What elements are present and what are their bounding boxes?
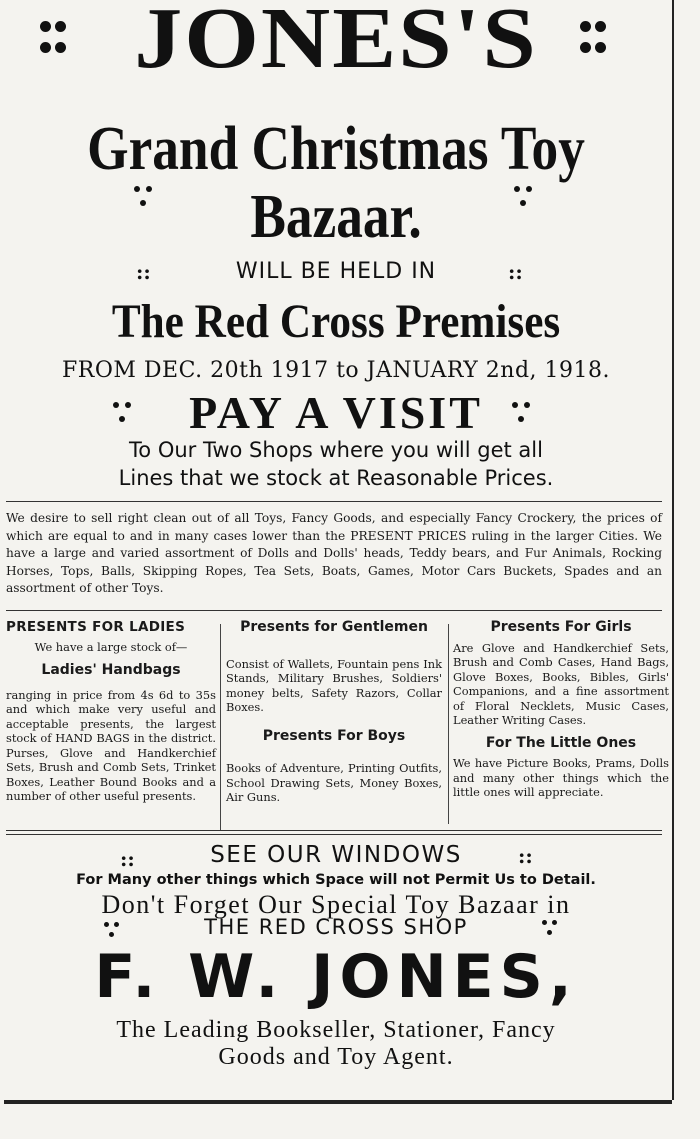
space-line: For Many other things which Space will not Permit Us to Detail. [76,872,596,888]
little-ones-heading: For The Little Ones [485,734,637,751]
will-be-held-in: WILL BE HELD IN [235,259,437,284]
gentlemen-heading: Presents for Gentlemen [240,619,428,635]
colon-ornament: :: [508,260,523,284]
boys-body: Books of Adventure, Printing Outfits, School Drawing Sets, Money Boxes, Air Guns. [226,761,442,804]
right-border [672,0,674,1100]
column-girls-little [453,620,669,800]
column-ladies [6,620,216,804]
headline-title: JONES'S [134,0,538,86]
girls-heading: Presents For Girls [490,619,632,635]
headline-grand-christmas: Grand Christmas Toy [87,115,585,183]
dont-forget-line: Don't Forget Our Special Toy Bazaar in [101,890,571,919]
little-ones-body: We have Picture Books, Prams, Dolls and many other things which the little ones will appreciate. [453,756,669,799]
column-gentlemen-boys [226,620,442,805]
column-rule [448,624,449,824]
tagline-2: Goods and Toy Agent. [218,1044,454,1070]
shops-line-1: To Our Two Shops where you will get all [129,438,543,462]
headline-bazaar: Bazaar. [250,183,422,251]
shops-line-2: Lines that we stock at Reasonable Prices. [118,466,554,490]
gentlemen-body: Consist of Wallets, Fountain pens Ink Stands, Military Brushes, Soldiers' money belts, Safety Razors, Collar Boxes. [226,656,442,714]
bottom-border [4,1100,672,1104]
proprietor-name: F. W. JONES, [94,942,578,1012]
red-cross-shop: THE RED CROSS SHOP [204,915,468,939]
see-our-windows: SEE OUR WINDOWS [210,842,462,868]
ladies-lead: We have a large stock of— [34,639,188,654]
intro-paragraph: We desire to sell right clean out of all Toys, Fancy Goods, and especially Fancy Crockery, the prices of which are equal to and in many cases lower than the PRESENT PRICES ruling in the larger Cities. We have a large and varied assortment of Dolls and Dolls' heads, Teddy bears, and Fur Animals, Rocking Horses, Tops, Balls, Skipping Ropes, Tea Sets, Boats, Games, Motor Cars Buckets, Spades and an assortment of other Toys. [6,511,662,595]
girls-body: Are Glove and Handkerchief Sets, Brush and Comb Cases, Hand Bags, Glove Boxes, Books, Bibles, Girls' Companions, and a fine assortment of Floral Necklets, Music Cases, Leather Writing Cases. [453,640,669,727]
ladies-heading: PRESENTS FOR LADIES [6,619,186,635]
divider [6,610,662,611]
column-rule [220,624,221,830]
tagline-1: The Leading Bookseller, Stationer, Fancy [116,1017,556,1043]
divider [6,501,662,502]
colon-ornament: :: [136,260,151,284]
ladies-body: ranging in price from 4s 6d to 35s and which make very useful and acceptable presents, the largest stock of HAND BAGS in the district. Purses, Glove and Handkerchief Sets, Brush and Comb Sets, Trinket Boxes, Leather Bound Books and a number of other useful presents. [6,687,216,803]
boys-heading: Presents For Boys [262,727,406,744]
colon-ornament: :: [518,844,533,868]
dates-line: FROM DEC. 20th 1917 to JANUARY 2nd, 1918. [61,358,610,383]
divider [6,834,662,835]
red-cross-premises: The Red Cross Premises [111,295,561,348]
pay-a-visit: PAY A VISIT [189,387,483,438]
colon-ornament: :: [120,847,135,871]
ladies-handbags-heading: Ladies' Handbags [41,662,181,678]
divider [6,830,662,831]
